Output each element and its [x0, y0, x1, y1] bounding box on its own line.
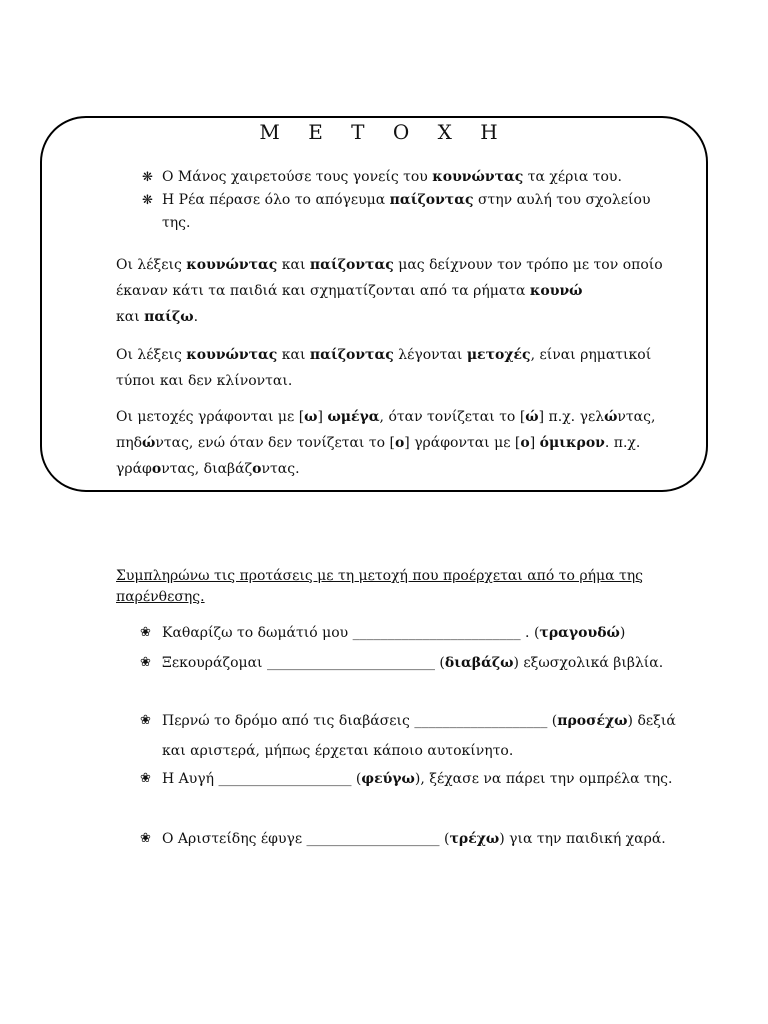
exercise-text: Η Αυγή ___________________ (φεύγω), ξέχασε να πάρει την ομπρέλα της.	[162, 771, 673, 787]
explanation-paragraph-3: Οι μετοχές γράφονται με [ω] ωμέγα, όταν τονίζεται το [ώ] π.χ. γελώντας, πηδώντας, ενώ όταν δεν τονίζεται το [ο] γράφονται με [ο] όμικρον. π.χ. γράφοντας, διαβάζοντας.	[116, 409, 656, 477]
explanation-paragraph-1: Οι λέξεις κουνώντας και παίζοντας μας δείχνουν τον τρόπο με τον οποίο έκαναν κάτι τα παιδιά και σχηματίζονται από τα ρήματα κουνώ και παίζω.	[116, 257, 663, 325]
explanation-paragraph-2: Οι λέξεις κουνώντας και παίζοντας λέγονται μετοχές, είναι ρηματικοί τύποι και δεν κλίνονται.	[116, 347, 652, 389]
flower-icon: ❀	[140, 771, 151, 786]
exercise-text: Ο Αριστείδης έφυγε ___________________ (τρέχω) για την παιδική χαρά.	[162, 831, 666, 847]
bullet-text: Η Ρέα πέρασε όλο το απόγευμα παίζοντας στην αυλή του σχολείου της.	[162, 192, 651, 231]
exercise-instruction: Συμπληρώνω τις προτάσεις με τη μετοχή που προέρχεται από το ρήμα της παρένθεσης.	[116, 568, 643, 605]
flower-icon: ❀	[140, 713, 151, 728]
bullet-item	[142, 189, 662, 235]
exercise-text: Περνώ το δρόμο από τις διαβάσεις ___________________ (προσέχω) δεξιά και αριστερά, μήπως έρχεται κάποιο αυτοκίνητο.	[162, 713, 676, 759]
exercise-item	[140, 824, 680, 854]
asterisk-flower-icon: ❋	[142, 170, 153, 185]
exercise-text: Καθαρίζω το δωμάτιό μου ________________________ . (τραγουδώ)	[162, 625, 626, 641]
bullet-text: Ο Μάνος χαιρετούσε τους γονείς του κουνώντας τα χέρια του.	[162, 169, 622, 185]
exercise-item	[140, 764, 680, 794]
flower-icon: ❀	[140, 655, 151, 670]
flower-icon: ❀	[140, 831, 151, 846]
example-bullets	[142, 166, 662, 235]
exercise-text: Ξεκουράζομαι ________________________ (διαβάζω) εξωσχολικά βιβλία.	[162, 655, 664, 671]
exercise-item	[140, 706, 680, 766]
page-title: Μ Ε Τ Ο Χ Η	[259, 120, 509, 144]
asterisk-flower-icon: ❋	[142, 193, 153, 208]
exercise-item	[140, 648, 680, 678]
flower-icon: ❀	[140, 625, 151, 640]
bullet-item	[142, 166, 662, 189]
exercise-item	[140, 618, 680, 648]
